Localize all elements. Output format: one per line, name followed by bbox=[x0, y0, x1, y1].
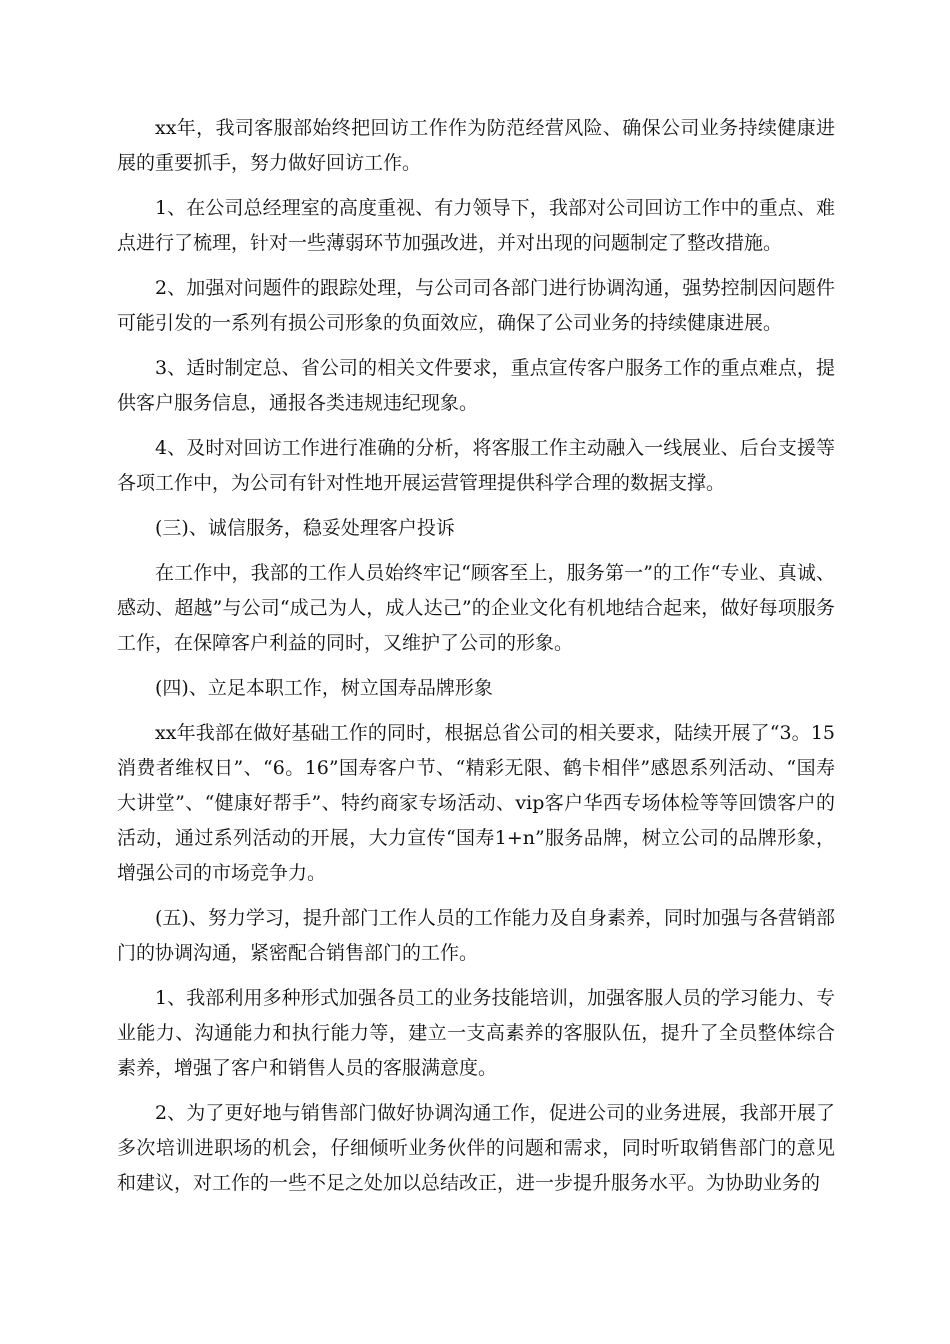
paragraph-section-3-body: 在工作中，我部的工作人员始终牢记“顾客至上，服务第一”的工作“专业、真诚、感动、超越”与公司“成己为人，成人达己”的企业文化有机地结合起来，做好每项服务工作，在保障客户利益的同时，又维护了公司的形象。 bbox=[117, 562, 835, 654]
paragraph-section-5-item-1: 1、我部利用多种形式加强各员工的业务技能培训，加强客服人员的学习能力、专业能力、沟通能力和执行能力等，建立一支高素养的客服队伍，提升了全员整体综合素养，增强了客户和销售人员的客服满意度。 bbox=[117, 987, 835, 1079]
section-heading-3: (三)、诚信服务，稳妥处理客户投诉 bbox=[155, 517, 455, 539]
document-body bbox=[117, 111, 835, 1211]
section-heading-4: (四)、立足本职工作，树立国寿品牌形象 bbox=[155, 677, 493, 699]
paragraph-item-3: 3、适时制定总、省公司的相关文件要求，重点宣传客户服务工作的重点难点，提供客户服务信息，通报各类违规违纪现象。 bbox=[117, 357, 835, 414]
paragraph-section-4-body: xx年我部在做好基础工作的同时，根据总省公司的相关要求，陆续开展了“3。15消费者维权日”、“6。16”国寿客户节、“精彩无限、鹤卡相伴”感恩系列活动、“国寿大讲堂”、“健康好帮手”、特约商家专场活动、vip客户华西专场体检等等回馈客户的活动，通过系列活动的开展，大力宣传“国寿1+n”服务品牌，树立公司的品牌形象，增强公司的市场竞争力。 bbox=[117, 722, 835, 884]
paragraph-section-5-item-2: 2、为了更好地与销售部门做好协调沟通工作，促进公司的业务进展，我部开展了多次培训进职场的机会，仔细倾听业务伙伴的问题和需求，同时听取销售部门的意见和建议，对工作的一些不足之处加以总结改正，进一步提升服务水平。为协助业务的 bbox=[117, 1102, 835, 1194]
paragraph-intro: xx年，我司客服部始终把回访工作作为防范经营风险、确保公司业务持续健康进展的重要抓手，努力做好回访工作。 bbox=[117, 117, 835, 174]
paragraph-item-1: 1、在公司总经理室的高度重视、有力领导下，我部对公司回访工作中的重点、难点进行了梳理，针对一些薄弱环节加强改进，并对出现的问题制定了整改措施。 bbox=[117, 197, 835, 254]
paragraph-item-2: 2、加强对问题件的跟踪处理，与公司司各部门进行协调沟通，强势控制因问题件可能引发的一系列有损公司形象的负面效应，确保了公司业务的持续健康进展。 bbox=[117, 277, 835, 334]
section-heading-5: (五)、努力学习，提升部门工作人员的工作能力及自身素养，同时加强与各营销部门的协调沟通，紧密配合销售部门的工作。 bbox=[117, 907, 835, 964]
paragraph-item-4: 4、及时对回访工作进行准确的分析，将客服工作主动融入一线展业、后台支援等各项工作中，为公司有针对性地开展运营管理提供科学合理的数据支撑。 bbox=[117, 437, 835, 494]
